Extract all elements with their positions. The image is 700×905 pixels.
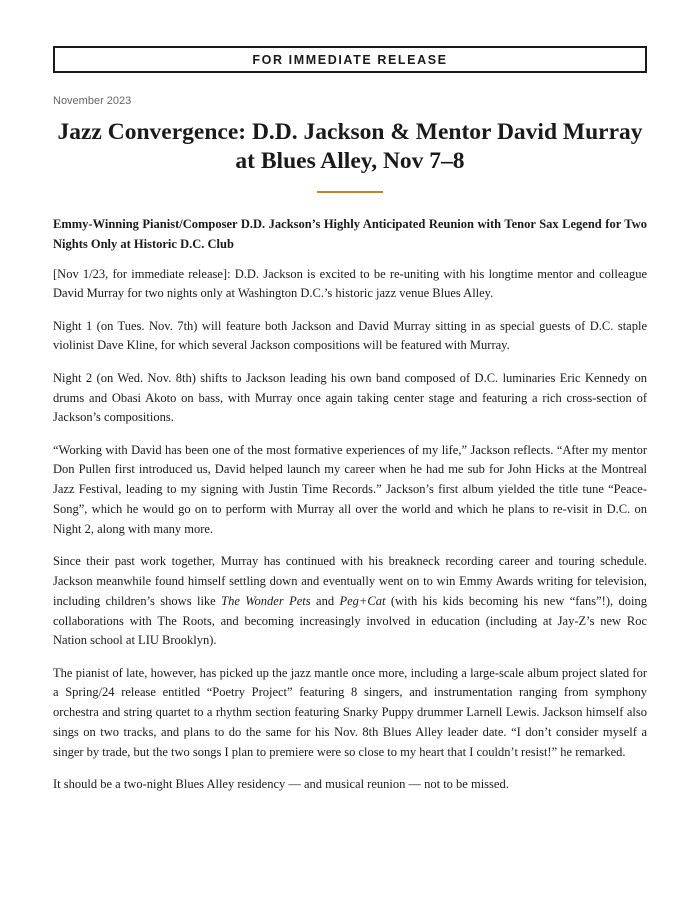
show-title-wonder-pets: The Wonder Pets	[221, 593, 311, 608]
show-title-peg-cat: Peg+Cat	[339, 593, 386, 608]
paragraph-5-text-before: Since their past work together, Murray has continued with his breakneck recording career and touring schedule. Jackson meanwhile found himself settling down and eventually went on to win Emmy Awards writing for television, including children’s shows like	[53, 554, 647, 608]
subheadline: Emmy-Winning Pianist/Composer D.D. Jackson’s Highly Anticipated Reunion with Tenor Sax Legend for Two Nights Only at Historic D.C. Club	[53, 217, 647, 251]
paragraph-4: “Working with David has been one of the most formative experiences of my life,” Jackson reflects. “After my mentor Don Pullen first introduced us, David helped launch my career when he had me sub for John Hicks at the Montreal Jazz Festival, leading to my signing with Justin Time Records.” Jackson’s first album yielded the title tune “Peace-Song”, which he would go on to perform with Murray all over the world and which he plans to re-visit in D.C. on Night 2, along with many more.	[53, 442, 647, 536]
paragraph-6: The pianist of late, however, has picked up the jazz mantle once more, including a large-scale album project slated for a Spring/24 release entitled “Poetry Project” featuring 8 singers, and instrumentation ranging from symphony orchestra and string quartet to a rhythm section featuring Snarky Puppy drummer Larnell Lewis. Jackson himself also sings on two tracks, and plans to do the same for his Nov. 8th Blues Alley leader date. “I don’t consider myself a singer by trade, but the two songs I plan to premiere were so close to my heart that I couldn’t resist!” he remarked.	[53, 665, 647, 759]
paragraph-7: It should be a two-night Blues Alley residency — and musical reunion — not to be missed.	[53, 777, 509, 792]
headline: Jazz Convergence: D.D. Jackson & Mentor David Murray at Blues Alley, Nov 7–8	[57, 119, 643, 174]
press-release	[53, 46, 647, 807]
paragraph-3: Night 2 (on Wed. Nov. 8th) shifts to Jackson leading his own band composed of D.C. luminaries Eric Kennedy on drums and Obasi Akoto on bass, with Murray once again taking center stage and featuring a rich cross-section of Jackson’s compositions.	[53, 370, 647, 425]
paragraph-2: Night 1 (on Tues. Nov. 7th) will feature both Jackson and David Murray sitting in as special guests of D.C. staple violinist Dave Kline, for which several Jackson compositions will be featured with Murray.	[53, 318, 647, 353]
release-banner: FOR IMMEDIATE RELEASE	[53, 46, 647, 73]
paragraph-1: [Nov 1/23, for immediate release]: D.D. Jackson is excited to be re-uniting with his longtime mentor and colleague David Murray for two nights only at Washington D.C.’s historic jazz venue Blues Alley.	[53, 266, 647, 301]
paragraph-5-text-after: (with his kids becoming his new “fans”!), doing collaborations with The Roots, and becoming increasingly involved in education (including at Jay-Z’s new Roc Nation school at LIU Brooklyn).	[53, 593, 648, 648]
release-date: November 2023	[53, 95, 132, 107]
paragraph-5-conjunction: and	[310, 593, 340, 608]
accent-divider	[317, 191, 383, 193]
paragraph-5	[53, 552, 647, 651]
